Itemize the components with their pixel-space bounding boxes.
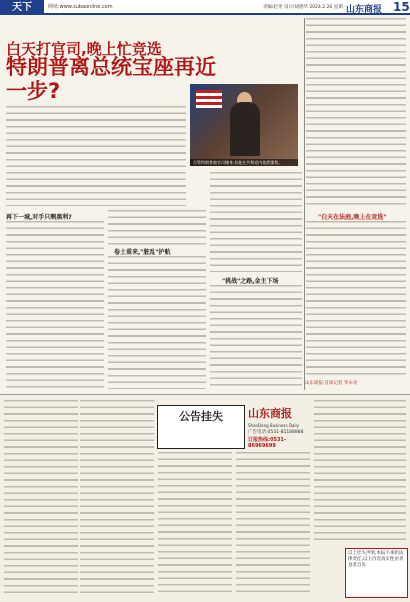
ad-brand-name: 山东商报: [248, 407, 292, 420]
article-kicker: 白天打官司,晚上忙竞选: [6, 40, 162, 58]
subhead-4: "白天在法庭,晚上在竞选": [318, 214, 387, 221]
page-number: 15: [393, 0, 410, 14]
section-label: 天下: [0, 0, 44, 15]
photo-caption: 尽管特朗普被官司缠身,但他在共和党内依然强势。: [190, 159, 298, 166]
website-url: 网址:www.subaonline.com: [48, 4, 113, 10]
body-column-2: [108, 256, 206, 389]
edition-meta: 责编/赵英 设计/胡德华 2024.2.26 星期一: [263, 5, 348, 10]
article-byline: 山东商报·首席记者 华永亮: [305, 381, 358, 386]
ad-brand-sub: ShanDong Business Daily: [248, 423, 299, 428]
notice-title: 公告挂失: [179, 410, 223, 423]
ad-hotline: 订报热线:0531-86969699: [248, 437, 286, 449]
flag-graphic: [196, 90, 222, 108]
masthead-brand: 山东商报: [346, 5, 383, 15]
body-column-3-top: [210, 172, 302, 272]
article-photo: [190, 84, 298, 166]
classified-column-2: [80, 400, 154, 596]
article-lead-text: [6, 106, 186, 206]
article-headline: 特朗普离总统宝座再近一步?: [6, 55, 216, 103]
column-divider: [304, 18, 305, 390]
classified-column-1: [4, 400, 78, 596]
ad-brand-block: [248, 405, 308, 449]
notice-title-box: [157, 405, 245, 449]
subhead-1: 再下一城,对手只剩黑利?: [6, 214, 72, 221]
classified-column-5: [314, 400, 406, 544]
body-column-1: [6, 221, 104, 389]
classified-column-4: [236, 452, 310, 596]
body-column-3: [210, 285, 302, 389]
disclaimer-notice: 以上挂失声明,本报不承担法律责任,以上内容真实性由刊登者自负: [345, 548, 408, 598]
subhead-2: 卷土重来,"脏乱"护航: [114, 249, 171, 256]
person-figure: [230, 102, 260, 156]
page-header: [0, 0, 410, 15]
right-column-top: [306, 18, 406, 208]
body-column-2-top: [108, 210, 206, 245]
right-column-body: [306, 221, 406, 377]
subhead-3: "挑战"之路,金主下场: [222, 278, 279, 285]
classified-column-3: [158, 452, 232, 596]
ad-phone: 广告电话:0531-85188888: [248, 430, 304, 435]
